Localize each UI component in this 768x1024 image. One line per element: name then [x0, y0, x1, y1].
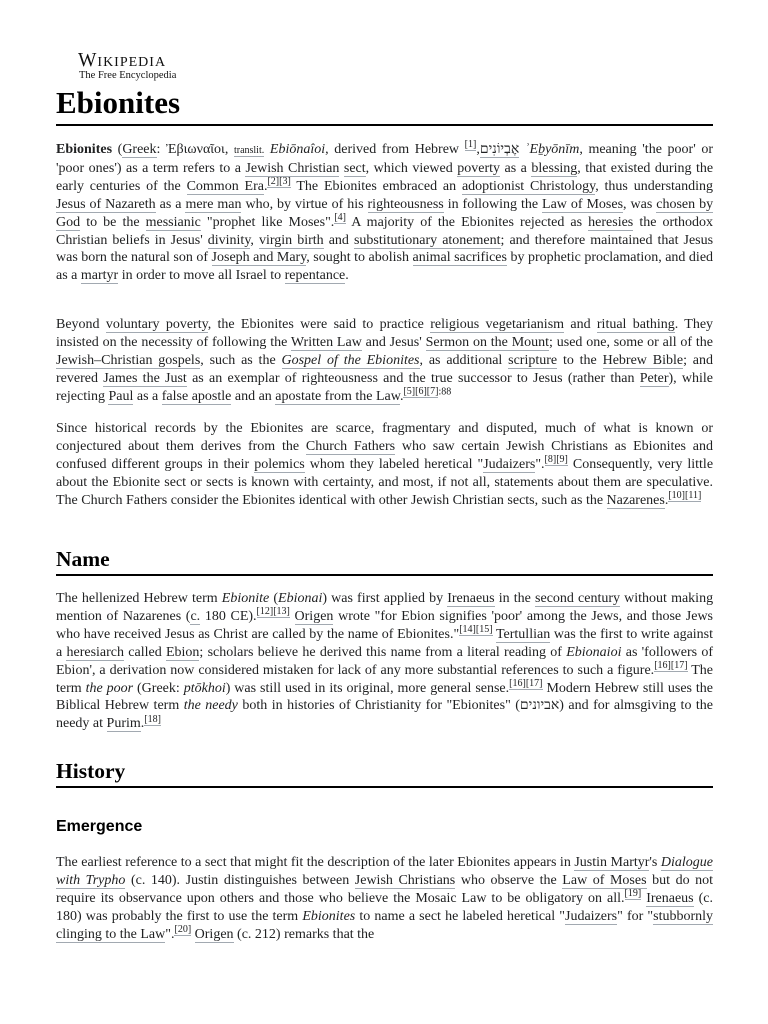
link-irenaeus[interactable]: Irenaeus: [646, 890, 694, 906]
link-jesus[interactable]: Jesus of Nazareth: [56, 196, 156, 212]
term: Ebionites: [56, 142, 113, 157]
link-mere-man[interactable]: mere man: [185, 196, 242, 212]
link-messianic[interactable]: messianic: [145, 214, 201, 230]
citation[interactable]: [8][9]: [544, 454, 568, 466]
translit-text: Ebiōnaîoi: [269, 142, 326, 157]
link-judaizers[interactable]: Judaizers: [483, 456, 536, 472]
link-judaizers[interactable]: Judaizers: [565, 908, 618, 924]
logo-wordmark: Wikipedia: [78, 50, 167, 71]
link-divinity[interactable]: divinity: [207, 232, 251, 248]
link-translit[interactable]: translit.: [233, 145, 265, 156]
link-ritual-bathing[interactable]: ritual bathing: [596, 317, 675, 332]
link-jewish-christian[interactable]: Jewish Christian: [245, 160, 340, 176]
link-law-of-moses[interactable]: Law of Moses: [542, 196, 624, 212]
section-divider: [56, 786, 713, 788]
link-dialogue-with-trypho[interactable]: Dialogue with Trypho: [56, 855, 714, 888]
link-martyr[interactable]: martyr: [80, 268, 119, 284]
lead-paragraph-1: Ebionites (Greek: Ἐβιωναῖοι, translit. Ebiōnaîoi, derived from Hebrew אֶבְיוֹנִים,[1] ʾEḇyōnīm, meaning 'the poor' or 'poor ones') as a term refers to a Jewish Christian sect, which viewed poverty as a blessing, that existed during the early centuries of the Common Era.[2][3] The Ebionites embraced an adoptionist Christology, thus understanding Jesus of Nazareth as a mere man who, by virtue of his righteousness in following the Law of Moses, was chosen by God to be the messianic "prophet like Moses".[4] A majority of the Ebionites rejected as heresies the orthodox Christian beliefs in Jesus' divinity, virgin birth and substitutionary atonement; and therefore maintained that Jesus was born the natural son of Joseph and Mary, sought to abolish animal sacrifices by prophetic proclamation, and died as a martyr in order to move all Israel to repentance.: [56, 139, 714, 284]
citation[interactable]: [16][17]: [654, 659, 688, 671]
link-peter[interactable]: Peter: [639, 370, 669, 386]
hebrew-text[interactable]: אֶבְיוֹנִים: [479, 142, 520, 157]
citation[interactable]: [5][6][7]:88: [403, 385, 452, 397]
link-jewish-christians[interactable]: Jewish Christians: [354, 872, 456, 888]
link-written-law[interactable]: Written Law: [290, 334, 362, 350]
link-heresies[interactable]: heresies: [588, 214, 634, 230]
link-apostate[interactable]: apostate from the Law: [275, 388, 400, 404]
citation[interactable]: [20]: [174, 923, 192, 935]
link-poverty[interactable]: poverty: [457, 160, 501, 176]
link-religious-vegetarianism[interactable]: religious vegetarianism: [430, 317, 565, 332]
section-heading-name: Name: [56, 547, 110, 571]
link-james-the-just[interactable]: James the Just: [103, 370, 187, 386]
greek-text: Ἐβιωναῖοι: [166, 142, 225, 157]
link-righteousness[interactable]: righteousness: [367, 196, 444, 212]
link-animal-sacrifices[interactable]: animal sacrifices: [412, 250, 507, 266]
link-scripture[interactable]: scripture: [508, 352, 558, 368]
subsection-heading-emergence: Emergence: [56, 818, 143, 835]
link-origen[interactable]: Origen: [194, 926, 234, 942]
link-virgin-birth[interactable]: virgin birth: [258, 232, 324, 248]
link-sermon-on-the-mount[interactable]: Sermon on the Mount: [425, 334, 550, 350]
link-church-fathers[interactable]: Church Fathers: [305, 438, 396, 454]
citation[interactable]: [14][15]: [459, 624, 493, 636]
emergence-paragraph: The earliest reference to a sect that might fit the description of the later Ebionites appears in Justin Martyr's Dialogue with Trypho (c. 140). Justin distinguishes between Jewish Christians who observe the Law of Moses but do not require its observance upon others and those who believe the Mosaic Law to be obligatory on all.[19] Irenaeus (c. 180) was probably the first to use the term Ebionites to name a sect he labeled heretical "Judaizers" for "stubbornly clinging to the Law".[20] Origen (c. 212) remarks that the: [56, 855, 714, 942]
name-paragraph: The hellenized Hebrew term Ebionite (Ebionai) was first applied by Irenaeus in the second century without making mention of Nazarenes (c. 180 CE).[12][13] Origen wrote "for Ebion signifies 'poor' among the Jews, and those Jews who have received Jesus as Christ are called by the name of Ebionites."[14][15] Tertullian was the first to write against a heresiarch called Ebion; scholars believe he derived this name from a literal reading of Ebionaioi as 'followers of Ebion', a derivation now considered mistaken for lack of any more substantial references to such a figure.[16][17] The term the poor (Greek: ptōkhoi) was still used in its original, more general sense.[16][17] Modern Hebrew still uses the Biblical Hebrew term the needy both in histories of Christianity for "Ebionites" (אביונים) and for almsgiving to the needy at Purim.[18]: [56, 591, 714, 732]
link-joseph-and-mary[interactable]: Joseph and Mary: [211, 250, 307, 266]
citation[interactable]: [16][17]: [509, 677, 543, 689]
section-divider: [56, 574, 713, 576]
link-voluntary-poverty[interactable]: voluntary poverty: [105, 317, 208, 332]
link-tertullian[interactable]: Tertullian: [495, 626, 551, 642]
citation[interactable]: [18]: [144, 713, 161, 725]
citation[interactable]: [10][11]: [668, 489, 702, 501]
link-irenaeus[interactable]: Irenaeus: [447, 591, 495, 606]
link-polemics[interactable]: polemics: [254, 456, 305, 472]
link-false-apostle[interactable]: false apostle: [161, 388, 232, 404]
link-stubbornly-clinging[interactable]: stubbornly clinging to the Law: [56, 908, 714, 942]
link-greek[interactable]: Greek: [122, 142, 157, 157]
link-blessing[interactable]: blessing: [531, 160, 578, 176]
wikipedia-logo[interactable]: [78, 51, 218, 82]
link-sect[interactable]: sect: [343, 160, 366, 176]
section-heading-history: History: [56, 759, 126, 783]
citation[interactable]: [2][3]: [267, 176, 291, 188]
link-chosen-by-god[interactable]: chosen by God: [56, 196, 714, 230]
link-adoptionist[interactable]: adoptionist Christology: [461, 178, 596, 194]
link-ebion[interactable]: Ebion: [165, 644, 200, 660]
citation[interactable]: [19]: [624, 888, 642, 900]
logo-tagline: The Free Encyclopedia: [79, 70, 177, 81]
link-purim[interactable]: Purim: [106, 716, 141, 732]
link-repentance[interactable]: repentance: [284, 268, 346, 284]
link-paul[interactable]: Paul: [108, 388, 134, 404]
lead-paragraph-2: Beyond voluntary poverty, the Ebionites were said to practice religious vegetarianism and ritual bathing. They insisted on the necessity of following the Written Law and Jesus' Sermon on the Mount; used one, some or all of the Jewish–Christian gospels, such as the Gospel of the Ebionites, as additional scripture to the Hebrew Bible; and revered James the Just as an exemplar of righteousness and the true successor to Jesus (rather than Peter), while rejecting Paul as a false apostle and an apostate from the Law.$^{[5][6][7]:88}$: [56, 317, 714, 404]
page-title: Ebionites: [56, 85, 181, 120]
link-law-of-moses[interactable]: Law of Moses: [562, 872, 647, 888]
link-substitutionary-atonement[interactable]: substitutionary atonement: [353, 232, 501, 248]
link-gospel-of-the-ebionites[interactable]: Gospel of the Ebionites: [281, 352, 420, 368]
title-divider: [56, 124, 713, 126]
link-circa[interactable]: c.: [190, 608, 201, 624]
hebrew-translit: ʾEḇyōnīm: [524, 142, 580, 157]
link-heresiarch[interactable]: heresiarch: [66, 644, 125, 660]
citation[interactable]: [1]: [464, 139, 477, 151]
link-justin-martyr[interactable]: Justin Martyr: [574, 855, 650, 870]
link-hebrew-bible[interactable]: Hebrew Bible: [602, 352, 684, 368]
lead-paragraph-3: Since historical records by the Ebionites are scarce, fragmentary and disputed, much of what is known or conjectured about them derives from the Church Fathers who saw certain Jewish Christians as Ebionites and confused different groups in their polemics whom they labeled heretical "Judaizers".[8][9] Consequently, very little about the Ebionite sect or sects is known with certainty, and most, if not all, statements about them are speculative. The Church Fathers consider the Ebionites identical with other Jewish Christian sects, such as the Nazarenes.[10][11]: [56, 421, 714, 508]
link-common-era[interactable]: Common Era: [186, 178, 264, 194]
link-origen[interactable]: Origen: [294, 608, 334, 624]
link-second-century[interactable]: second century: [535, 591, 621, 606]
link-nazarenes[interactable]: Nazarenes: [606, 492, 665, 508]
citation[interactable]: [12][13]: [256, 606, 290, 618]
citation[interactable]: [4]: [334, 211, 346, 223]
hebrew-text: אביונים: [519, 698, 560, 714]
link-jewish-christian-gospels[interactable]: Jewish–Christian gospels: [56, 352, 201, 368]
